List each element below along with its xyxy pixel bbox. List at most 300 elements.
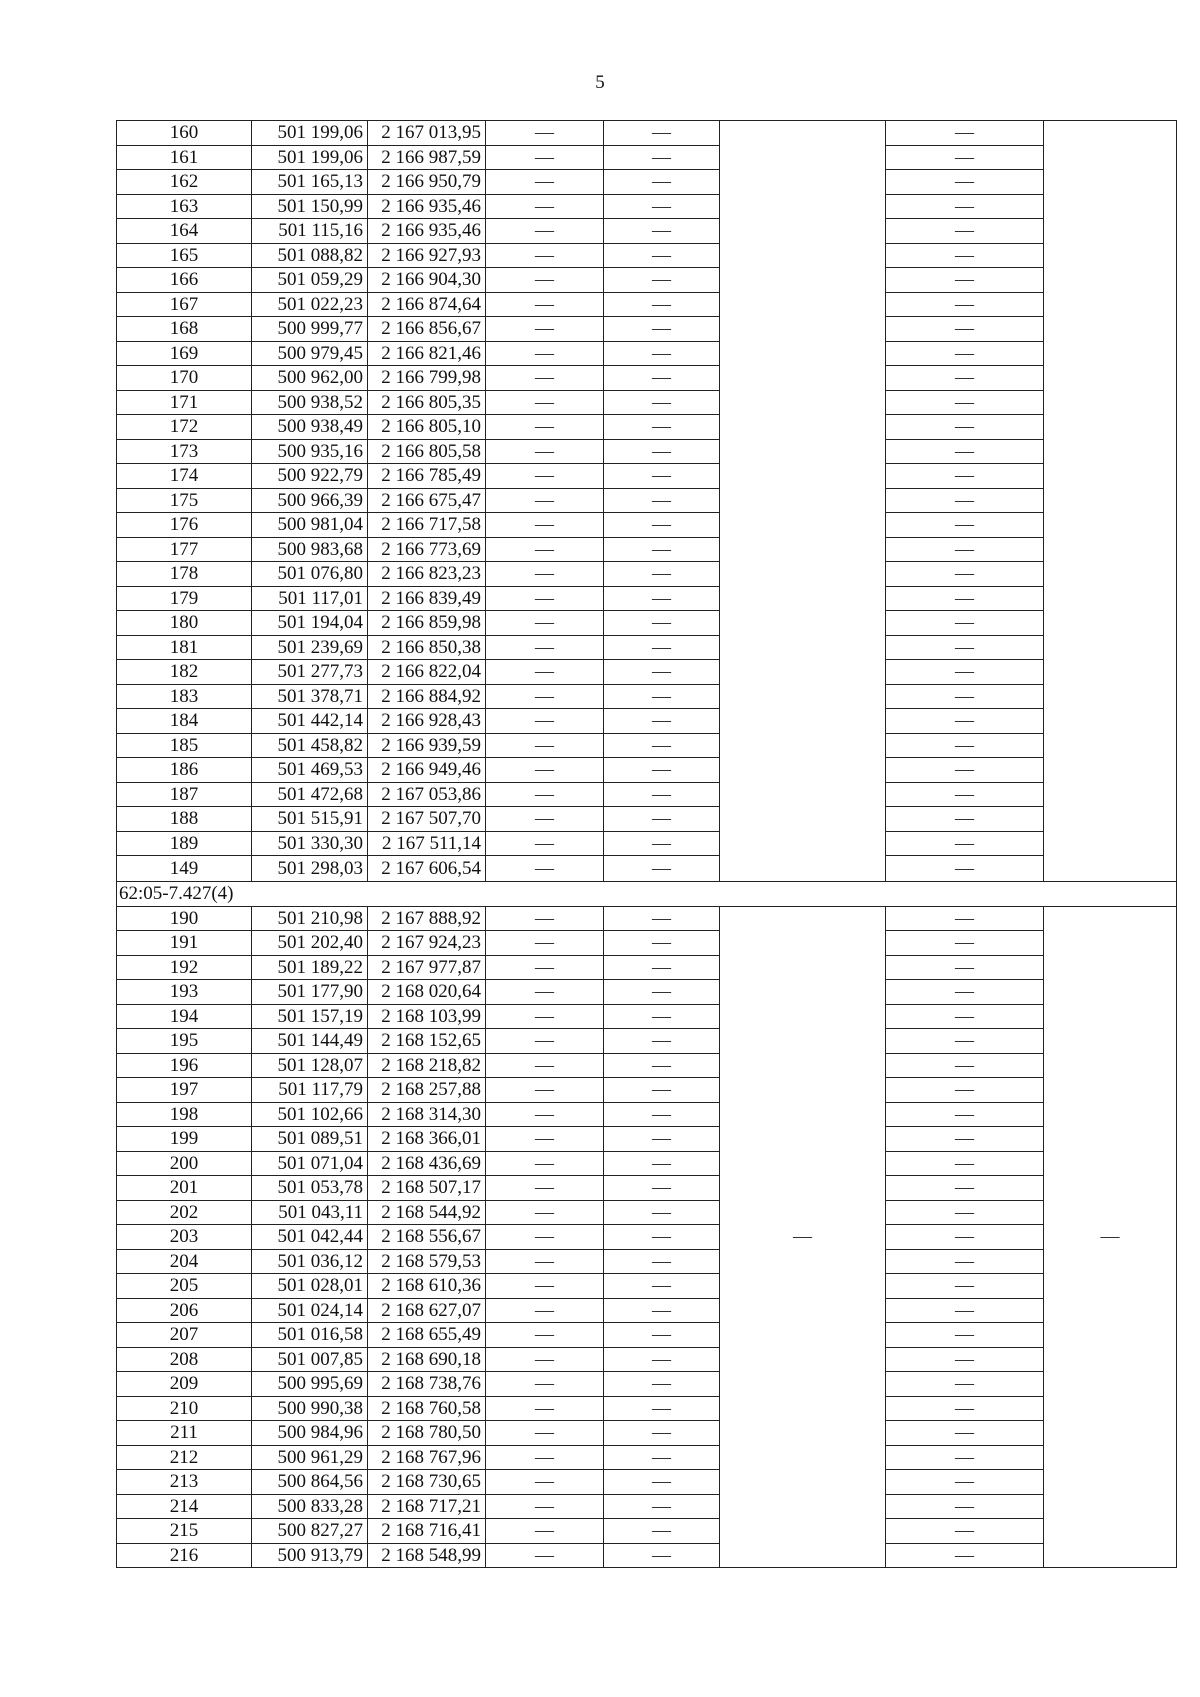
dash-cell: —	[604, 1323, 720, 1348]
dash-cell: —	[486, 1274, 604, 1299]
dash-cell: —	[486, 219, 604, 244]
point-number: 212	[117, 1445, 252, 1470]
x-coordinate: 500 984,96	[252, 1421, 368, 1446]
y-coordinate: 2 168 627,07	[368, 1298, 486, 1323]
table-row	[117, 660, 1177, 685]
table-row	[117, 1372, 1177, 1397]
y-coordinate: 2 167 924,23	[368, 931, 486, 956]
x-coordinate: 500 913,79	[252, 1543, 368, 1568]
dash-cell: —	[886, 194, 1044, 219]
y-coordinate: 2 166 850,38	[368, 635, 486, 660]
dash-cell: —	[486, 1249, 604, 1274]
point-number: 205	[117, 1274, 252, 1299]
dash-cell: —	[486, 1543, 604, 1568]
dash-cell: —	[486, 1494, 604, 1519]
dash-cell: —	[486, 537, 604, 562]
dash-cell: —	[886, 709, 1044, 734]
point-number: 170	[117, 366, 252, 391]
x-coordinate: 501 016,58	[252, 1323, 368, 1348]
point-number: 213	[117, 1470, 252, 1495]
table-row	[117, 758, 1177, 783]
dash-cell: —	[486, 758, 604, 783]
dash-cell: —	[604, 1225, 720, 1250]
x-coordinate: 501 472,68	[252, 782, 368, 807]
y-coordinate: 2 166 950,79	[368, 170, 486, 195]
dash-cell: —	[886, 415, 1044, 440]
table-row	[117, 1127, 1177, 1152]
y-coordinate: 2 166 859,98	[368, 611, 486, 636]
y-coordinate: 2 166 805,10	[368, 415, 486, 440]
dash-cell: —	[604, 931, 720, 956]
dash-cell: —	[604, 1249, 720, 1274]
dash-cell: —	[886, 955, 1044, 980]
dash-cell: —	[604, 1176, 720, 1201]
table-row	[117, 439, 1177, 464]
dash-cell: —	[886, 782, 1044, 807]
dash-cell: —	[486, 145, 604, 170]
dash-cell: —	[604, 955, 720, 980]
y-coordinate: 2 168 610,36	[368, 1274, 486, 1299]
dash-cell: —	[604, 1470, 720, 1495]
y-coordinate: 2 166 799,98	[368, 366, 486, 391]
dash-cell: —	[604, 660, 720, 685]
dash-cell: —	[604, 733, 720, 758]
y-coordinate: 2 168 507,17	[368, 1176, 486, 1201]
dash-cell: —	[486, 1225, 604, 1250]
x-coordinate: 500 979,45	[252, 341, 368, 366]
point-number: 165	[117, 243, 252, 268]
table-row	[117, 807, 1177, 832]
dash-cell: —	[604, 709, 720, 734]
x-coordinate: 500 962,00	[252, 366, 368, 391]
point-number: 183	[117, 684, 252, 709]
table-body	[117, 121, 1177, 1568]
dash-cell: —	[604, 1151, 720, 1176]
dash-cell: —	[886, 1372, 1044, 1397]
y-coordinate: 2 166 773,69	[368, 537, 486, 562]
y-coordinate: 2 166 839,49	[368, 586, 486, 611]
dash-cell: —	[886, 758, 1044, 783]
dash-cell: —	[604, 782, 720, 807]
table-row	[117, 145, 1177, 170]
table-row	[117, 488, 1177, 513]
y-coordinate: 2 168 579,53	[368, 1249, 486, 1274]
table-row	[117, 1421, 1177, 1446]
table-row	[117, 906, 1177, 931]
dash-cell: —	[486, 1127, 604, 1152]
dash-cell: —	[486, 955, 604, 980]
dash-cell: —	[886, 1029, 1044, 1054]
y-coordinate: 2 168 690,18	[368, 1347, 486, 1372]
point-number: 167	[117, 292, 252, 317]
y-coordinate: 2 168 257,88	[368, 1078, 486, 1103]
table-row	[117, 931, 1177, 956]
x-coordinate: 501 458,82	[252, 733, 368, 758]
y-coordinate: 2 168 020,64	[368, 980, 486, 1005]
table-row	[117, 513, 1177, 538]
dash-cell: —	[486, 611, 604, 636]
dash-cell: —	[886, 366, 1044, 391]
x-coordinate: 501 059,29	[252, 268, 368, 293]
dash-cell: —	[486, 1053, 604, 1078]
table-row	[117, 390, 1177, 415]
dash-cell: —	[886, 1421, 1044, 1446]
dash-cell: —	[886, 1494, 1044, 1519]
x-coordinate: 501 071,04	[252, 1151, 368, 1176]
dash-cell: —	[604, 1078, 720, 1103]
point-number: 190	[117, 906, 252, 931]
dash-cell: —	[886, 1176, 1044, 1201]
dash-cell: —	[486, 831, 604, 856]
x-coordinate: 501 378,71	[252, 684, 368, 709]
y-coordinate: 2 166 935,46	[368, 194, 486, 219]
dash-cell: —	[604, 562, 720, 587]
dash-cell: —	[886, 1127, 1044, 1152]
table-row	[117, 955, 1177, 980]
point-number: 184	[117, 709, 252, 734]
dash-cell: —	[886, 1151, 1044, 1176]
dash-cell: —	[486, 194, 604, 219]
dash-cell: —	[886, 219, 1044, 244]
point-number: 169	[117, 341, 252, 366]
point-number: 181	[117, 635, 252, 660]
dash-cell: —	[604, 317, 720, 342]
dash-cell: —	[886, 1225, 1044, 1250]
dash-cell: —	[886, 831, 1044, 856]
x-coordinate: 501 128,07	[252, 1053, 368, 1078]
dash-cell: —	[604, 684, 720, 709]
point-number: 187	[117, 782, 252, 807]
point-number: 182	[117, 660, 252, 685]
dash-cell: —	[604, 194, 720, 219]
table-row	[117, 980, 1177, 1005]
y-coordinate: 2 167 053,86	[368, 782, 486, 807]
dash-cell: —	[604, 1372, 720, 1397]
y-coordinate: 2 166 717,58	[368, 513, 486, 538]
x-coordinate: 501 177,90	[252, 980, 368, 1005]
x-coordinate: 500 995,69	[252, 1372, 368, 1397]
x-coordinate: 500 983,68	[252, 537, 368, 562]
dash-cell: —	[886, 562, 1044, 587]
table-row	[117, 1396, 1177, 1421]
y-coordinate: 2 166 987,59	[368, 145, 486, 170]
dash-cell: —	[604, 464, 720, 489]
table-row	[117, 1323, 1177, 1348]
y-coordinate: 2 166 928,43	[368, 709, 486, 734]
table-row	[117, 537, 1177, 562]
dash-cell: —	[604, 268, 720, 293]
dash-cell: —	[604, 121, 720, 146]
table-row	[117, 1445, 1177, 1470]
y-coordinate: 2 166 939,59	[368, 733, 486, 758]
x-coordinate: 501 202,40	[252, 931, 368, 956]
point-number: 160	[117, 121, 252, 146]
dash-cell: —	[486, 1470, 604, 1495]
dash-cell: —	[886, 1543, 1044, 1568]
dash-cell: —	[886, 586, 1044, 611]
x-coordinate: 501 194,04	[252, 611, 368, 636]
dash-cell: —	[604, 537, 720, 562]
dash-cell: —	[886, 464, 1044, 489]
x-coordinate: 501 076,80	[252, 562, 368, 587]
dash-cell: —	[886, 906, 1044, 931]
dash-cell: —	[486, 684, 604, 709]
x-coordinate: 501 199,06	[252, 121, 368, 146]
dash-cell: —	[486, 1347, 604, 1372]
dash-cell: —	[604, 906, 720, 931]
dash-cell: —	[886, 980, 1044, 1005]
point-number: 149	[117, 856, 252, 882]
dash-cell: —	[486, 856, 604, 882]
dash-cell: —	[886, 807, 1044, 832]
dash-cell: —	[604, 1543, 720, 1568]
dash-cell: —	[486, 1421, 604, 1446]
dash-cell: —	[486, 513, 604, 538]
table-row	[117, 317, 1177, 342]
y-coordinate: 2 166 856,67	[368, 317, 486, 342]
x-coordinate: 501 089,51	[252, 1127, 368, 1152]
dash-cell: —	[604, 341, 720, 366]
x-coordinate: 500 961,29	[252, 1445, 368, 1470]
x-coordinate: 501 157,19	[252, 1004, 368, 1029]
table-row	[117, 268, 1177, 293]
dash-cell: —	[486, 660, 604, 685]
dash-cell: —	[486, 243, 604, 268]
table-row	[117, 292, 1177, 317]
dash-cell: —	[486, 1396, 604, 1421]
table-row	[117, 611, 1177, 636]
dash-cell: —	[486, 807, 604, 832]
dash-cell: —	[486, 980, 604, 1005]
dash-cell: —	[486, 1372, 604, 1397]
y-coordinate: 2 168 218,82	[368, 1053, 486, 1078]
x-coordinate: 501 239,69	[252, 635, 368, 660]
dash-cell: —	[886, 1470, 1044, 1495]
table-row	[117, 1470, 1177, 1495]
dash-cell: —	[604, 831, 720, 856]
dash-cell: —	[604, 488, 720, 513]
dash-cell: —	[604, 1494, 720, 1519]
dash-cell: —	[486, 390, 604, 415]
x-coordinate: 501 144,49	[252, 1029, 368, 1054]
y-coordinate: 2 168 548,99	[368, 1543, 486, 1568]
x-coordinate: 501 024,14	[252, 1298, 368, 1323]
y-coordinate: 2 168 152,65	[368, 1029, 486, 1054]
dash-cell: —	[486, 586, 604, 611]
y-coordinate: 2 168 767,96	[368, 1445, 486, 1470]
x-coordinate: 501 150,99	[252, 194, 368, 219]
dash-cell: —	[604, 856, 720, 882]
merged-dash-cell	[720, 121, 886, 882]
x-coordinate: 501 007,85	[252, 1347, 368, 1372]
point-number: 194	[117, 1004, 252, 1029]
y-coordinate: 2 167 606,54	[368, 856, 486, 882]
table-row	[117, 1347, 1177, 1372]
dash-cell: —	[486, 1519, 604, 1544]
merged-dash-cell: —	[1044, 906, 1177, 1568]
table-row	[117, 1151, 1177, 1176]
x-coordinate: 500 935,16	[252, 439, 368, 464]
dash-cell: —	[604, 635, 720, 660]
dash-cell: —	[604, 390, 720, 415]
y-coordinate: 2 166 785,49	[368, 464, 486, 489]
dash-cell: —	[604, 292, 720, 317]
y-coordinate: 2 168 103,99	[368, 1004, 486, 1029]
dash-cell: —	[486, 1323, 604, 1348]
dash-cell: —	[486, 1078, 604, 1103]
dash-cell: —	[604, 807, 720, 832]
x-coordinate: 500 966,39	[252, 488, 368, 513]
dash-cell: —	[486, 1151, 604, 1176]
y-coordinate: 2 166 935,46	[368, 219, 486, 244]
point-number: 164	[117, 219, 252, 244]
point-number: 162	[117, 170, 252, 195]
dash-cell: —	[886, 611, 1044, 636]
point-number: 185	[117, 733, 252, 758]
dash-cell: —	[604, 611, 720, 636]
table-row	[117, 1078, 1177, 1103]
dash-cell: —	[604, 415, 720, 440]
table-row	[117, 586, 1177, 611]
dash-cell: —	[604, 1421, 720, 1446]
y-coordinate: 2 166 821,46	[368, 341, 486, 366]
table-row	[117, 856, 1177, 882]
dash-cell: —	[604, 243, 720, 268]
point-number: 175	[117, 488, 252, 513]
y-coordinate: 2 166 949,46	[368, 758, 486, 783]
dash-cell: —	[486, 121, 604, 146]
dash-cell: —	[886, 856, 1044, 882]
dash-cell: —	[486, 1200, 604, 1225]
table-row	[117, 709, 1177, 734]
dash-cell: —	[604, 366, 720, 391]
table-row	[117, 1249, 1177, 1274]
x-coordinate: 501 469,53	[252, 758, 368, 783]
point-number: 198	[117, 1102, 252, 1127]
y-coordinate: 2 166 874,64	[368, 292, 486, 317]
table-row	[117, 1176, 1177, 1201]
table-row	[117, 243, 1177, 268]
table-row	[117, 562, 1177, 587]
dash-cell: —	[886, 439, 1044, 464]
dash-cell: —	[604, 1396, 720, 1421]
dash-cell: —	[886, 513, 1044, 538]
point-number: 178	[117, 562, 252, 587]
point-number: 192	[117, 955, 252, 980]
dash-cell: —	[486, 464, 604, 489]
table-row	[117, 121, 1177, 146]
table-row	[117, 1298, 1177, 1323]
point-number: 176	[117, 513, 252, 538]
y-coordinate: 2 166 927,93	[368, 243, 486, 268]
x-coordinate: 501 102,66	[252, 1102, 368, 1127]
point-number: 216	[117, 1543, 252, 1568]
y-coordinate: 2 166 823,23	[368, 562, 486, 587]
dash-cell: —	[486, 1004, 604, 1029]
x-coordinate: 501 277,73	[252, 660, 368, 685]
merged-dash-cell	[1044, 121, 1177, 882]
point-number: 168	[117, 317, 252, 342]
table-row	[117, 782, 1177, 807]
dash-cell: —	[486, 635, 604, 660]
dash-cell: —	[886, 1078, 1044, 1103]
dash-cell: —	[486, 709, 604, 734]
merged-dash-cell: —	[720, 906, 886, 1568]
y-coordinate: 2 168 760,58	[368, 1396, 486, 1421]
x-coordinate: 501 115,16	[252, 219, 368, 244]
point-number: 206	[117, 1298, 252, 1323]
y-coordinate: 2 167 013,95	[368, 121, 486, 146]
point-number: 209	[117, 1372, 252, 1397]
point-number: 204	[117, 1249, 252, 1274]
section-header: 62:05-7.427(4)	[117, 882, 1177, 907]
dash-cell: —	[886, 488, 1044, 513]
x-coordinate: 501 117,01	[252, 586, 368, 611]
dash-cell: —	[486, 268, 604, 293]
table-row	[117, 1053, 1177, 1078]
table-row	[117, 1543, 1177, 1568]
point-number: 203	[117, 1225, 252, 1250]
point-number: 179	[117, 586, 252, 611]
point-number: 196	[117, 1053, 252, 1078]
x-coordinate: 501 199,06	[252, 145, 368, 170]
dash-cell: —	[604, 1029, 720, 1054]
table-row	[117, 170, 1177, 195]
dash-cell: —	[604, 219, 720, 244]
y-coordinate: 2 168 717,21	[368, 1494, 486, 1519]
dash-cell: —	[886, 1102, 1044, 1127]
y-coordinate: 2 166 884,92	[368, 684, 486, 709]
x-coordinate: 501 036,12	[252, 1249, 368, 1274]
point-number: 201	[117, 1176, 252, 1201]
dash-cell: —	[886, 1396, 1044, 1421]
dash-cell: —	[486, 488, 604, 513]
page-number: 5	[595, 72, 605, 93]
dash-cell: —	[604, 758, 720, 783]
dash-cell: —	[886, 1445, 1044, 1470]
y-coordinate: 2 168 780,50	[368, 1421, 486, 1446]
point-number: 163	[117, 194, 252, 219]
point-number: 177	[117, 537, 252, 562]
dash-cell: —	[886, 170, 1044, 195]
x-coordinate: 500 864,56	[252, 1470, 368, 1495]
table-row	[117, 1274, 1177, 1299]
table-row	[117, 1200, 1177, 1225]
dash-cell: —	[604, 1127, 720, 1152]
dash-cell: —	[486, 1445, 604, 1470]
point-number: 202	[117, 1200, 252, 1225]
dash-cell: —	[604, 1445, 720, 1470]
point-number: 171	[117, 390, 252, 415]
x-coordinate: 501 442,14	[252, 709, 368, 734]
dash-cell: —	[486, 341, 604, 366]
table-row	[117, 194, 1177, 219]
table-row	[117, 1494, 1177, 1519]
y-coordinate: 2 168 366,01	[368, 1127, 486, 1152]
point-number: 207	[117, 1323, 252, 1348]
y-coordinate: 2 166 805,58	[368, 439, 486, 464]
dash-cell: —	[886, 1347, 1044, 1372]
dash-cell: —	[604, 170, 720, 195]
dash-cell: —	[886, 1200, 1044, 1225]
dash-cell: —	[886, 1004, 1044, 1029]
x-coordinate: 500 827,27	[252, 1519, 368, 1544]
dash-cell: —	[604, 1274, 720, 1299]
y-coordinate: 2 168 436,69	[368, 1151, 486, 1176]
table-row	[117, 1004, 1177, 1029]
x-coordinate: 500 833,28	[252, 1494, 368, 1519]
y-coordinate: 2 168 738,76	[368, 1372, 486, 1397]
